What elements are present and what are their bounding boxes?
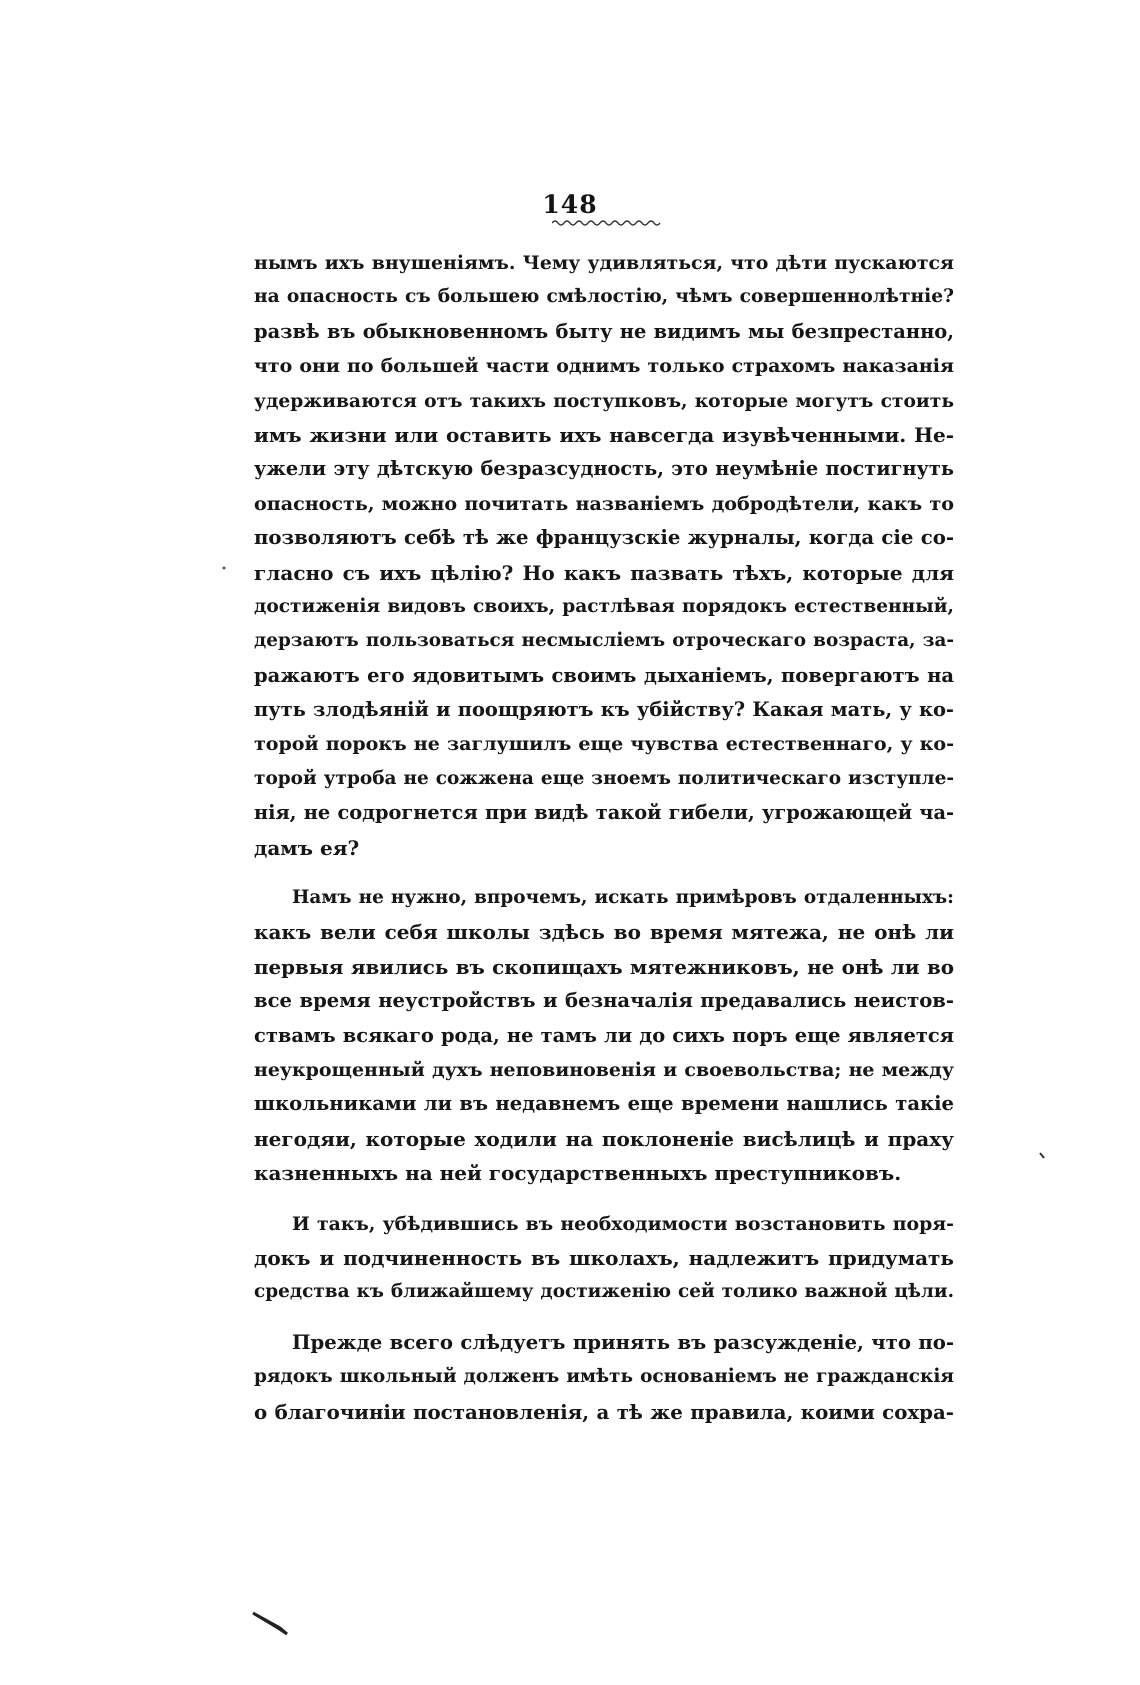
- text-line: какъ вели себя школы здѣсь во время мятежа, не онѣ ли: [254, 920, 954, 945]
- paragraph-2: [254, 881, 954, 1191]
- text-line: дамъ ея?: [254, 835, 360, 860]
- page-number: 148: [542, 190, 598, 219]
- text-line: ужели эту дѣтскую безразсудность, это неумѣніе постигнуть: [254, 457, 954, 481]
- text-line: нымъ ихъ внушеніямъ. Чему удивляться, что дѣти пускаются: [254, 252, 954, 274]
- page-number-ornament: [552, 218, 662, 228]
- text-line: негодяи, которые ходили на поклоненіе висѣлицѣ и праху: [254, 1126, 954, 1151]
- text-line: торой утроба не сожжена еще зноемъ политическаго изступле-: [254, 767, 954, 789]
- paragraph-3: [254, 1207, 954, 1310]
- text-line: докъ и подчиненность въ школахъ, надлежитъ придумать: [254, 1245, 954, 1270]
- text-line: ствамъ всякаго рода, не тамъ ли до сихъ поръ еще является: [254, 1023, 954, 1047]
- text-line: имъ жизни или оставить ихъ навсегда изувѣченными. Не-: [254, 422, 954, 447]
- text-line: опасность, можно почитать названіемъ добродѣтели, какъ то: [254, 491, 954, 515]
- text-line: все время неустройствъ и безначалія предавались неистов-: [254, 989, 954, 1013]
- text-body: [254, 246, 954, 1445]
- text-line: о благочиніи постановленія, а тѣ же правила, коими сохра-: [254, 1399, 954, 1424]
- paragraph-4: [254, 1326, 954, 1429]
- text-line: торой порокъ не заглушилъ еще чувства естественнаго, у ко-: [254, 733, 954, 756]
- text-line: развѣ въ обыкновенномъ быту не видимъ мы безпрестанно,: [254, 319, 954, 343]
- text-line: средства къ ближайшему достиженію сей толико важной цѣли.: [254, 1281, 954, 1303]
- text-line: рядокъ школьный долженъ имѣть основаніемъ не гражданскія: [254, 1366, 954, 1388]
- text-line: гласно съ ихъ цѣлію? Но какъ пазвать тѣхъ, которые для: [254, 560, 954, 585]
- text-line: Намъ не нужно, впрочемъ, искать примѣровъ отдаленныхъ:: [292, 887, 954, 909]
- text-line: школьниками ли въ недавнемъ еще времени нашлись такіе: [254, 1092, 954, 1116]
- text-line: нія, не содрогнется при видѣ такой гибели, угрожающей ча-: [254, 801, 954, 825]
- text-line: путь злодѣяній и поощряютъ къ убійству? Какая мать, у ко-: [254, 698, 954, 722]
- text-line: на опасность съ большею смѣлостію, чѣмъ совершеннолѣтніе?: [254, 286, 954, 308]
- paragraph-1: [254, 246, 954, 865]
- text-line: казненныхъ на ней государственныхъ преступниковъ.: [254, 1161, 902, 1186]
- text-line: неукрощенный духъ неповиновенія и своевольства; не между: [254, 1058, 954, 1081]
- text-line: И такъ, убѣдившись въ необходимости возстановить поря-: [292, 1212, 954, 1235]
- text-line: удерживаются отъ такихъ поступковъ, которые могутъ стоить: [254, 389, 954, 412]
- text-line: первыя явились въ скопищахъ мятежниковъ, не онѣ ли во: [254, 954, 954, 979]
- text-line: Прежде всего слѣдуетъ принять въ разсужденіе, что по-: [292, 1330, 954, 1354]
- text-line: позволяютъ себѣ тѣ же французскіе журналы, когда сіе со-: [254, 526, 954, 550]
- text-line: достиженія видовъ своихъ, растлѣвая порядокъ естественный,: [254, 595, 954, 617]
- text-line: дерзаютъ пользоваться несмысліемъ отроческаго возраста, за-: [254, 630, 954, 652]
- text-line: что они по большей части однимъ только страхомъ наказанія: [254, 355, 954, 378]
- text-line: ражаютъ его ядовитымъ своимъ дыханіемъ, повергаютъ на: [254, 663, 954, 687]
